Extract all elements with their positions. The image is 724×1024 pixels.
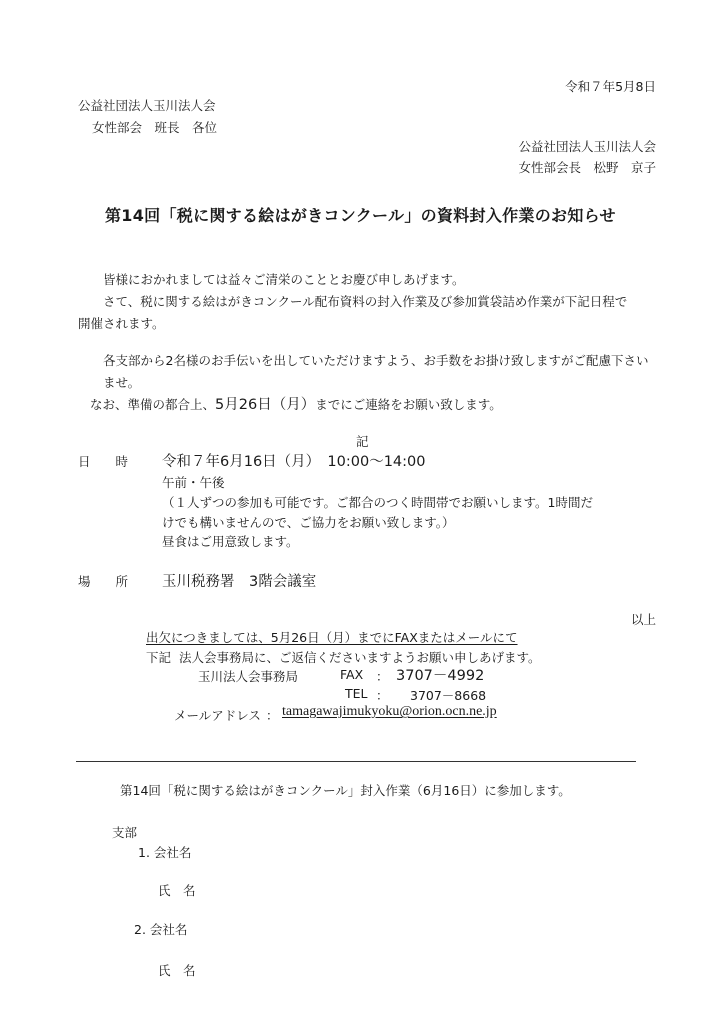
- greeting-paragraph: 皆様におかれましては益々ご清栄のこととお慶び申しあげます。: [103, 272, 465, 287]
- venue-label: 場 所: [78, 574, 129, 589]
- document-date: 令和７年5月8日: [565, 79, 656, 94]
- divider-line: [76, 761, 636, 762]
- schedule-note-line2: けでも構いませんので、ご協力をお願い致します。）: [162, 515, 455, 530]
- tel-number: 3707－8668: [410, 688, 487, 703]
- schedule-lunch: 昼食はご用意致します。: [162, 534, 299, 549]
- schedule-session: 午前・午後: [162, 475, 225, 490]
- page-title: 第14回「税に関する絵はがきコンクール」の資料封入作業のお知らせ: [105, 206, 616, 225]
- fax-number: 3707－4992: [396, 668, 485, 684]
- form-item1-name: 氏 名: [158, 883, 196, 898]
- schedule-note-line1: （１人ずつの参加も可能です。ご都合のつく時間帯でお願いします。1時間だ: [162, 495, 593, 510]
- fax-label: FAX: [340, 667, 364, 682]
- request-paragraph-line1: 各支部から2名様のお手伝いを出していただけますよう、お手数をお掛け致しますがご配慮下さい: [103, 353, 649, 368]
- recipient-org: 公益社団法人玉川法人会: [78, 98, 216, 113]
- sender-org: 公益社団法人玉川法人会: [518, 139, 656, 154]
- form-item2-company: 2. 会社名: [134, 922, 188, 937]
- form-heading: 第14回「税に関する絵はがきコンクール」封入作業（6月16日）に参加します。: [120, 783, 571, 798]
- schedule-label: 日 時: [78, 454, 129, 469]
- notice-paragraph-line2: 開催されます。: [78, 316, 165, 331]
- deadline-paragraph: [90, 393, 502, 414]
- email-label: メールアドレス: [174, 708, 261, 723]
- ki-marker: 記: [356, 434, 369, 449]
- recipient-group: 女性部会 班長 各位: [92, 120, 218, 135]
- reply-instructions-line1: 出欠につきましては、5月26日（月）までにFAXまたはメールにて: [146, 630, 518, 645]
- deadline-date: 5月26日（月）: [215, 397, 316, 413]
- reply-line2-label: 下記: [146, 650, 172, 665]
- office-name: 玉川法人会事務局: [198, 669, 299, 684]
- email-address[interactable]: tamagawajimukyoku@orion.ocn.ne.jp: [282, 704, 497, 719]
- sender-name: 女性部会長 松野 京子: [518, 160, 656, 175]
- email-colon: ：: [266, 708, 279, 723]
- fax-colon: ：: [376, 669, 389, 684]
- form-item1-company: 1. 会社名: [138, 845, 192, 860]
- form-item2-name: 氏 名: [158, 963, 196, 978]
- form-branch-label: 支部: [112, 825, 138, 840]
- deadline-suffix: までにご連絡をお願い致します。: [315, 397, 502, 412]
- schedule-datetime: 令和７年6月16日（月） 10:00～14:00: [162, 454, 426, 470]
- reply-line2-text: 法人会事務局に、ご返信くださいますようお願い申しあげます。: [178, 650, 541, 665]
- tel-label: TEL: [345, 686, 368, 701]
- notice-paragraph-line1: さて、税に関する絵はがきコンクール配布資料の封入作業及び参加賞袋詰め作業が下記日程で: [103, 294, 628, 309]
- request-paragraph-line2: ませ。: [103, 375, 141, 390]
- deadline-prefix: なお、準備の都合上、: [90, 397, 216, 412]
- tel-colon: ：: [376, 688, 389, 703]
- ijo-marker: 以上: [630, 612, 656, 627]
- venue-value: 玉川税務署 3階会議室: [162, 574, 317, 590]
